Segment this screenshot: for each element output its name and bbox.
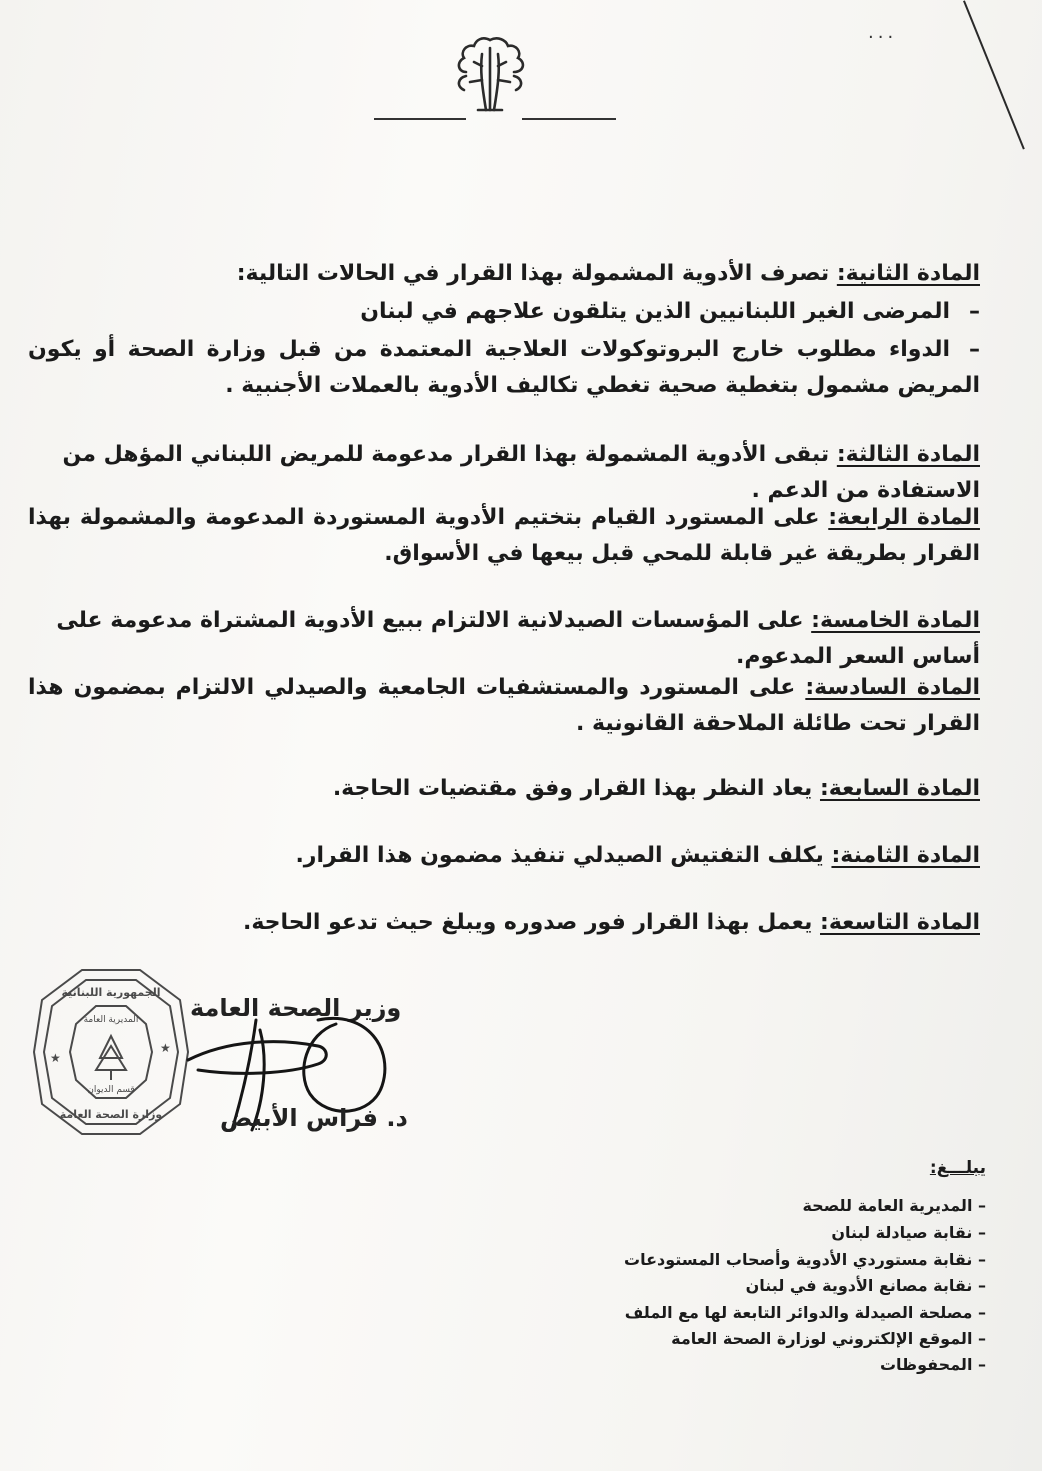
article-2-heading: المادة الثانية: [836,261,980,286]
article-3 [0,437,980,509]
distribution-title: يبلـــغ: [929,1158,986,1178]
stamp-outer-bottom: وزارة الصحة العامة [59,1108,163,1121]
distribution-item: – نقابة صيادلة لبنان [831,1223,986,1242]
article-5-text: على المؤسسات الصيدلانية الالتزام ببيع الأدوية المشتراة مدعومة على أساس السعر المدعوم. [56,608,980,669]
svg-text:★: ★ [160,1041,171,1055]
article-3-heading: المادة الثالثة: [836,442,980,467]
article-3-text: تبقى الأدوية المشمولة بهذا القرار مدعومة للمريض اللبناني المؤهل من الاستفادة من الدعم . [62,442,980,503]
minister-title: وزير الصحة العامة [190,994,402,1022]
article-6-heading: المادة السادسة: [805,675,980,700]
stamp-outer-top: الجمهورية اللبنانية [61,986,161,999]
article-9 [243,905,980,941]
article-9-heading: المادة التاسعة: [820,910,980,935]
article-4-text: على المستورد القيام بتختيم الأدوية المستوردة المدعومة والمشمولة بهذا القرار بطريقة غير قابلة للمحي قبل بيعها في الأسواق. [28,505,980,566]
article-7-heading: المادة السابعة: [819,776,980,801]
distribution-item: – نقابة مصانع الأدوية في لبنان [745,1276,986,1295]
minister-name: د. فراس الأبيض [220,1104,408,1132]
article-7 [333,771,980,807]
header-rule-right [522,118,616,120]
article-4-heading: المادة الرابعة: [828,505,980,530]
article-2-bullet-1: –المرضى الغير اللبنانيين الذين يتلقون علاجهم في لبنان [360,299,980,324]
distribution-item: – الموقع الإلكتروني لوزارة الصحة العامة [671,1329,986,1348]
distribution-item: – نقابة مستوردي الأدوية وأصحاب المستودعات [624,1250,986,1269]
article-6-text: على المستورد والمستشفيات الجامعية والصيدلي الالتزام بمضمون هذا القرار تحت طائلة الملاحقة القانونية . [28,675,980,736]
article-2 [237,256,980,292]
stamp-inner-bottom: قسم الديوان [87,1085,135,1095]
svg-text:★: ★ [50,1051,61,1065]
article-5-heading: المادة الخامسة: [811,608,980,633]
article-6 [28,670,980,742]
stamp-inner-top: المديرية العامة [83,1015,139,1025]
article-7-text: يعاد النظر بهذا القرار وفق مقتضيات الحاجة. [332,776,813,801]
article-5 [0,603,980,675]
article-2-intro: تصرف الأدوية المشمولة بهذا القرار في الحالات التالية: [236,261,830,286]
article-8-heading: المادة الثامنة: [831,843,980,868]
article-9-text: يعمل بهذا القرار فور صدوره ويبلغ حيث تدعو الحاجة. [242,910,813,935]
header-rule-left [374,118,466,120]
header-dots: ... [868,22,898,43]
article-8 [295,838,980,874]
article-4 [28,500,980,572]
distribution-item: – المحفوظات [879,1355,986,1374]
article-8-text: يكلف التفتيش الصيدلي تنفيذ مضمون هذا القرار. [295,843,824,868]
distribution-item: – المديرية العامة للصحة [802,1196,986,1215]
distribution-item: – مصلحة الصيدلة والدوائر التابعة لها مع الملف [624,1303,986,1322]
cedar-emblem-icon [452,30,528,116]
article-2-bullet-2: –الدواء مطلوب خارج البروتوكولات العلاجية المعتمدة من قبل وزارة الصحة أو يكون المريض مشمول بتغطية صحية تغطي تكاليف الأدوية بالعملات الأجنبية . [28,337,980,398]
page-fold-edge [963,0,1042,150]
